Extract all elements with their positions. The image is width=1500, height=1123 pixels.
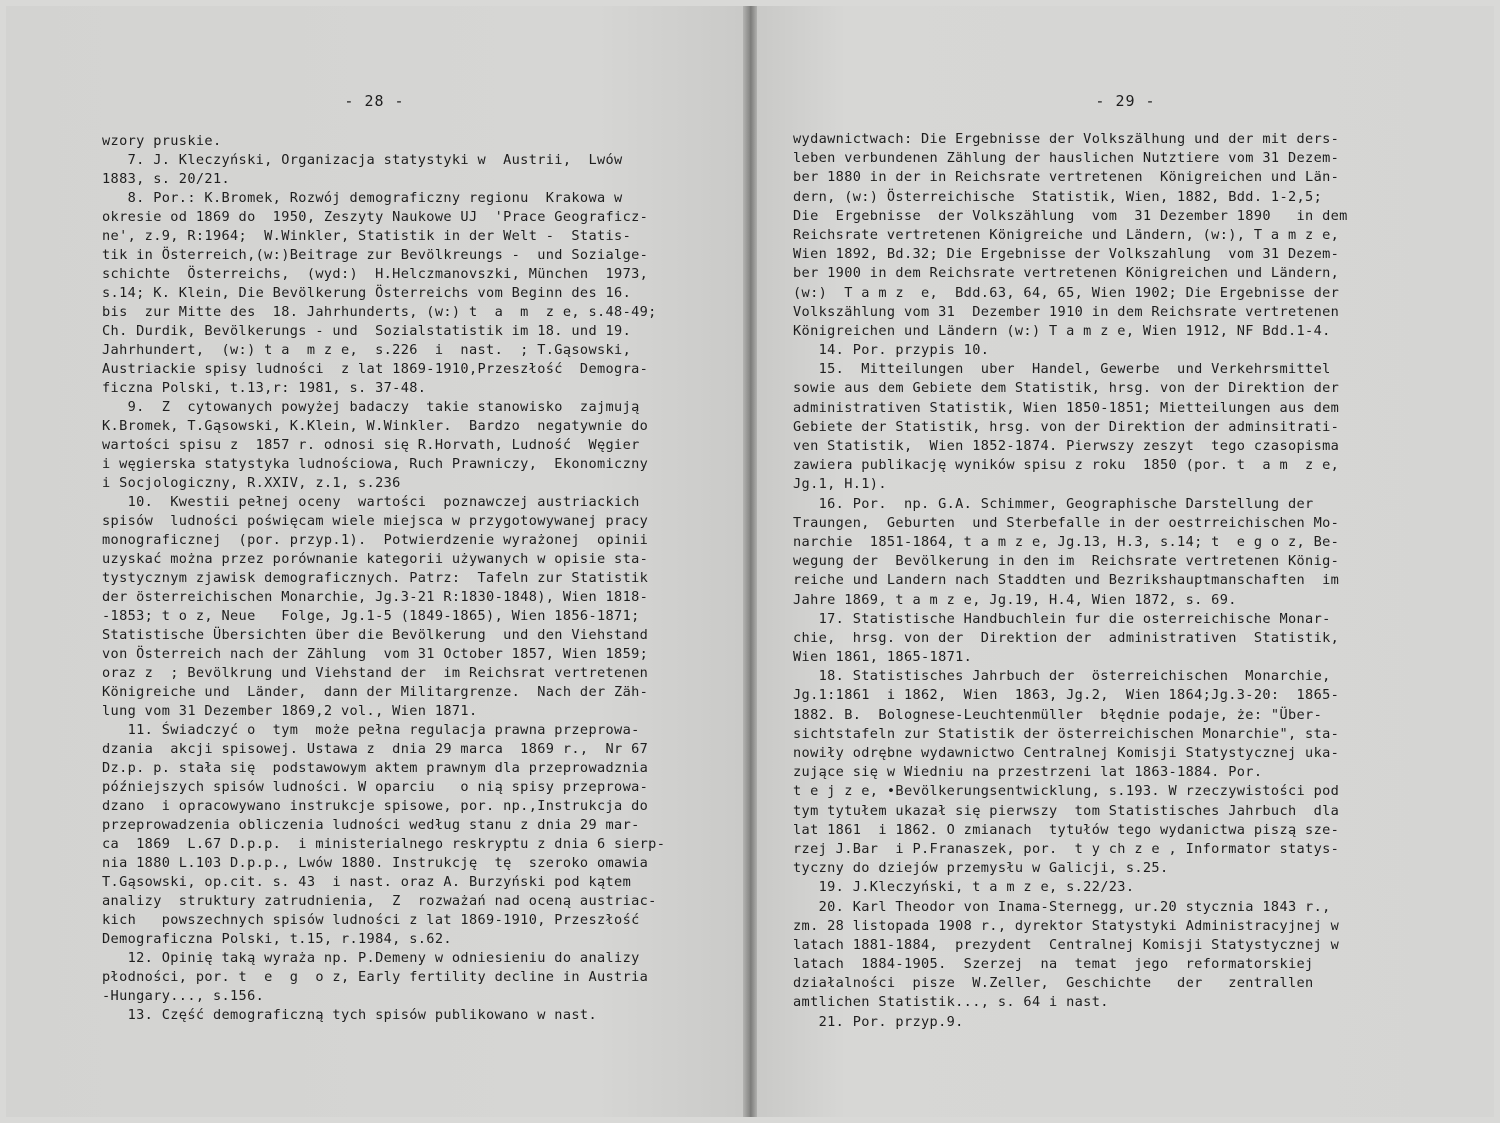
- text-line: ven Statistik, Wien 1852-1874. Pierwszy zeszyt tego czasopisma: [793, 438, 1340, 454]
- right-page: [757, 6, 1494, 1117]
- text-line: K.Bromek, T.Gąsowski, K.Klein, W.Winkler. Bardzo negatywnie do: [102, 418, 649, 434]
- text-line: sichtstafeln zur Statistik der österreichischen Monarchie", sta-: [793, 725, 1340, 742]
- text-line: rzej J.Bar i P.Franaszek, por. t y ch z e , Informator statys-: [793, 840, 1340, 857]
- text-line: późniejszych spisów ludności. W oparciu o nią spisy przeprowa-: [102, 779, 649, 795]
- text-line: wegung der Bevölkerung in den im Reichsrate vertretenen König-: [793, 553, 1340, 570]
- text-line: Demograficzna Polski, t.15, r.1984, s.62.: [102, 931, 452, 947]
- text-line: wzory pruskie.: [102, 133, 222, 149]
- text-line: latach 1881-1884, prezydent Centralnej Komisji Statystycznej w: [793, 936, 1340, 953]
- text-line: Dz.p. p. stała się podstawowym aktem prawnym dla przeprowadznia: [102, 760, 649, 776]
- text-line: von Österreich nach der Zählung vom 31 October 1857, Wien 1859;: [102, 646, 649, 662]
- text-line: s.14; K. Klein, Die Bevölkerung Österreichs vom Beginn des 16.: [102, 285, 632, 301]
- text-line: Wien 1892, Bd.32; Die Ergebnisse der Volkszahlung vom 31 Dezem-: [793, 246, 1340, 263]
- text-line: dzano i opracowywano instrukcje spisowe, por. np.,Instrukcja do: [102, 798, 649, 814]
- text-line: lat 1861 i 1862. O zmianach tytułów tego wydanictwa piszą sze-: [793, 821, 1340, 838]
- text-line: T.Gąsowski, op.cit. s. 43 i nast. oraz A. Burzyński pod kątem: [102, 874, 632, 890]
- text-line: 10. Kwestii pełnej oceny wartości poznawczej austriackich: [102, 494, 640, 510]
- text-line: leben verbundenen Zählung der hauslichen Nutztiere vom 31 Dezem-: [793, 150, 1340, 167]
- text-line: działalności pisze W.Zeller, Geschichte der zentrallen: [793, 975, 1314, 992]
- text-line: 8. Por.: K.Bromek, Rozwój demograficzny regionu Krakowa w: [102, 190, 623, 206]
- text-line: Jg.1, H.1).: [793, 476, 887, 493]
- text-line: zujące się w Wiedniu na przestrzeni lat 1863-1884. Por.: [793, 764, 1263, 781]
- text-line: ber 1900 in dem Reichsrate vertretenen Königreichen und Ländern,: [793, 265, 1340, 282]
- text-line: i Socjologiczny, R.XXIV, z.1, s.236: [102, 475, 401, 491]
- text-line: 9. Z cytowanych powyżej badaczy takie stanowisko zajmują: [102, 399, 640, 415]
- text-line: ficzna Polski, t.13,r: 1981, s. 37-48.: [102, 380, 427, 396]
- text-line: płodności, por. t e g o z, Early fertility decline in Austria: [102, 969, 649, 985]
- text-line: kich powszechnych spisów ludności z lat 1869-1910, Przeszłość: [102, 912, 640, 928]
- text-line: 7. J. Kleczyński, Organizacja statystyki w Austrii, Lwów: [102, 152, 623, 168]
- page-number-right: - 29 -: [1095, 92, 1156, 110]
- text-line: 11. Świadczyć o tym może pełna regulacja prawna przeprowa-: [102, 722, 640, 738]
- page-number-left: - 28 -: [344, 92, 405, 110]
- text-line: der österreichischen Monarchie, Jg.3-21 R:1830-1848), Wien 1818-: [102, 589, 649, 605]
- text-line: schichte Österreichs, (wyd:) H.Helczmanovszki, München 1973,: [102, 266, 649, 282]
- text-line: ber 1880 in der in Reichsrate vertretenen Königreichen und Län-: [793, 169, 1340, 186]
- text-line: tyczny do dziejów przemysłu w Galicji, s.25.: [793, 860, 1169, 877]
- left-page: [6, 6, 743, 1117]
- text-line: reiche und Landern nach Staddten und Bezrikshauptmanschaften im: [793, 572, 1340, 589]
- text-line: tik in Österreich,(w:)Beitrage zur Bevölkreungs - und Sozialge-: [102, 247, 649, 263]
- text-line: tym tytułem ukazał się pierwszy tom Statistisches Jahrbuch dla: [793, 802, 1340, 819]
- right-page-text: [793, 130, 1348, 1032]
- text-line: oraz z ; Bevölkrung und Viehstand der im Reichsrat vertretenen: [102, 665, 649, 681]
- text-line: uzyskać można przez porównanie kategorii używanych w opisie sta-: [102, 551, 649, 567]
- text-line: bis zur Mitte des 18. Jahrhunderts, (w:) t a m z e, s.48-49;: [102, 304, 657, 320]
- text-line: 13. Część demograficzną tych spisów publikowano w nast.: [102, 1007, 597, 1023]
- text-line: Königreichen und Ländern (w:) T a m z e, Wien 1912, NF Bdd.1-4.: [793, 322, 1331, 339]
- text-line: Jg.1:1861 i 1862, Wien 1863, Jg.2, Wien 1864;Jg.3-20: 1865-: [793, 687, 1340, 704]
- text-line: ca 1869 L.67 D.p.p. i ministerialnego reskryptu z dnia 6 sierp-: [102, 836, 666, 852]
- text-line: Traungen, Geburten und Sterbefalle in der oestrreichischen Mo-: [793, 514, 1340, 531]
- text-line: (w:) T a m z e, Bdd.63, 64, 65, Wien 1902; Die Ergebnisse der: [793, 284, 1340, 301]
- text-line: i węgierska statystyka ludnościowa, Ruch Prawniczy, Ekonomiczny: [102, 456, 649, 472]
- text-line: dzania akcji spisowej. Ustawa z dnia 29 marca 1869 r., Nr 67: [102, 741, 649, 757]
- text-line: narchie 1851-1864, t a m z e, Jg.13, H.3, s.14; t e g o z, Be-: [793, 533, 1340, 550]
- text-line: Jahrhundert, (w:) t a m z e, s.226 i nast. ; T.Gąsowski,: [102, 342, 632, 358]
- text-line: lung vom 31 Dezember 1869,2 vol., Wien 1871.: [102, 703, 478, 719]
- text-line: spisów ludności poświęcam wiele miejsca w przygotowywanej pracy: [102, 513, 649, 529]
- text-line: Austriackie spisy ludności z lat 1869-1910,Przeszłość Demogra-: [102, 361, 649, 377]
- text-line: Ch. Durdik, Bevölkerungs - und Sozialstatistik im 18. und 19.: [102, 323, 632, 339]
- text-line: Gebiete der Statistik, hrsg. von der Direktion der adminsitrati-: [793, 418, 1340, 435]
- book-spread: [6, 6, 1494, 1117]
- text-line: -1853; t o z, Neue Folge, Jg.1-5 (1849-1865), Wien 1856-1871;: [102, 608, 640, 624]
- text-line: 15. Mitteilungen uber Handel, Gewerbe und Verkehrsmittel: [793, 361, 1331, 378]
- text-line: Jahre 1869, t a m z e, Jg.19, H.4, Wien 1872, s. 69.: [793, 591, 1237, 608]
- text-line: sowie aus dem Gebiete dem Statistik, hrsg. von der Direktion der: [793, 380, 1340, 397]
- text-line: 1883, s. 20/21.: [102, 171, 231, 187]
- text-line: 16. Por. np. G.A. Schimmer, Geographische Darstellung der: [793, 495, 1314, 512]
- text-line: 14. Por. przypis 10.: [793, 342, 990, 359]
- text-line: t e j z e, •Bevölkerungsentwicklung, s.193. W rzeczywistości pod: [793, 783, 1340, 800]
- text-line: Wien 1861, 1865-1871.: [793, 649, 973, 666]
- text-line: przeprowadzenia obliczenia ludności według stanu z dnia 29 mar-: [102, 817, 640, 833]
- text-line: zawiera publikację wyników spisu z roku 1850 (por. t a m z e,: [793, 457, 1340, 474]
- text-line: 19. J.Kleczyński, t a m z e, s.22/23.: [793, 879, 1135, 896]
- text-line: zm. 28 listopada 1908 r., dyrektor Statystyki Administracyjnej w: [793, 917, 1340, 934]
- text-line: 1882. B. Bolognese-Leuchtenmüller błędnie podaje, że: "Über-: [793, 706, 1323, 723]
- text-line: okresie od 1869 do 1950, Zeszyty Naukowe UJ 'Prace Geograficz-: [102, 209, 649, 225]
- text-line: wydawnictwach: Die Ergebnisse der Volkszälhung und der mit ders-: [793, 131, 1340, 147]
- text-line: Statistische Übersichten über die Bevölkerung und den Viehstand: [102, 627, 649, 643]
- book-gutter: [743, 6, 757, 1117]
- text-line: tystycznym zjawisk demograficznych. Patrz: Tafeln zur Statistik: [102, 570, 649, 586]
- text-line: Volkszählung vom 31 Dezember 1910 in dem Reichsrate vertretenen: [793, 303, 1340, 320]
- text-line: 12. Opinię taką wyraża np. P.Demeny w odniesieniu do analizy: [102, 950, 640, 966]
- text-line: nia 1880 L.103 D.p.p., Lwów 1880. Instrukcję tę szeroko omawia: [102, 855, 649, 871]
- text-line: 20. Karl Theodor von Inama-Sternegg, ur.20 stycznia 1843 r.,: [793, 898, 1331, 915]
- text-line: 21. Por. przyp.9.: [793, 1013, 964, 1030]
- text-line: dern, (w:) Österreichische Statistik, Wien, 1882, Bdd. 1-2,5;: [793, 188, 1323, 205]
- text-line: ne', z.9, R:1964; W.Winkler, Statistik in der Welt - Statis-: [102, 228, 632, 244]
- text-line: Königreiche und Länder, dann der Militargrenze. Nach der Zäh-: [102, 684, 649, 700]
- text-line: monograficznej (por. przyp.1). Potwierdzenie wyrażonej opinii: [102, 532, 649, 548]
- text-line: chie, hrsg. von der Direktion der administrativen Statistik,: [793, 629, 1340, 646]
- text-line: nowiły odrębne wydawnictwo Centralnej Komisji Statystycznej uka-: [793, 745, 1340, 761]
- left-page-text: [102, 132, 665, 1025]
- text-line: wartości spisu z 1857 r. odnosi się R.Horvath, Ludność Węgier: [102, 437, 640, 453]
- text-line: analizy struktury zatrudnienia, Z rozważań nad oceną austriac-: [102, 893, 657, 909]
- text-line: 18. Statistisches Jahrbuch der österreichischen Monarchie,: [793, 668, 1331, 685]
- text-line: latach 1884-1905. Szerzej na temat jego reformatorskiej: [793, 956, 1314, 973]
- text-line: 17. Statistische Handbuchlein fur die osterreichische Monar-: [793, 610, 1331, 627]
- text-line: Die Ergebnisse der Volkszählung vom 31 Dezember 1890 in dem: [793, 207, 1348, 224]
- text-line: Reichsrate vertretenen Königreiche und Ländern, (w:), T a m z e,: [793, 226, 1340, 243]
- text-line: administrativen Statistik, Wien 1850-1851; Mietteilungen aus dem: [793, 399, 1340, 416]
- text-line: -Hungary..., s.156.: [102, 988, 265, 1004]
- text-line: amtlichen Statistik..., s. 64 i nast.: [793, 994, 1109, 1011]
